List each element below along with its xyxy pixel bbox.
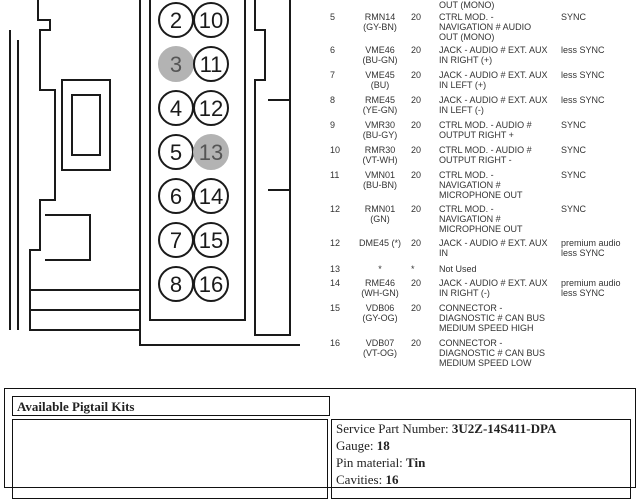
pin-cavity-16 [194,267,228,301]
gauge-value: 18 [376,438,390,453]
circuit-code: RMN01 (GN) [364,204,396,224]
pin-cavity-11 [194,47,228,81]
pin-cavities [159,3,228,301]
pin-number-label: 2 [169,8,183,33]
connector-housing [10,0,300,345]
circuit-code: * [378,264,382,274]
circuit-code: DME45 (*) [358,238,401,248]
pin-description: OUT (MONO) [439,0,495,10]
pin-cavity-14 [194,179,228,213]
circuit-code: RMR30 (VT-WH) [362,145,398,165]
pin-number: 6 [330,45,336,55]
gauge-label: Gauge: [336,438,374,453]
circuit-code: VDB06 (GY-OG) [362,303,398,323]
pin-number-label: 14 [198,184,224,209]
pin-application: SYNC [561,120,587,130]
service-part-line [336,421,556,437]
wire-gauge: 20 [411,238,422,248]
kit-details-cell [331,419,631,499]
gauge-line [336,438,390,454]
circuit-code: VMN01 (BU-BN) [363,170,397,190]
pin-material-value: Tin [406,455,426,470]
pin-cavity-4 [159,91,193,125]
pin-description: CTRL MOD. - NAVIGATION # MICROPHONE OUT [439,170,523,200]
pin-cavity-8 [159,267,193,301]
pin-number: 16 [330,338,341,348]
pin-number-label: 4 [169,96,183,121]
pin-application: SYNC [561,204,587,214]
pin-number-label: 3 [169,52,183,77]
service-part-value: 3U2Z-14S411-DPA [451,421,557,436]
pin-number: 9 [330,120,336,130]
kit-image-cell [12,419,328,499]
pin-description: CTRL MOD. - AUDIO # OUTPUT RIGHT - [439,145,532,165]
pin-description: Not Used [439,264,477,274]
wire-gauge: * [411,264,415,274]
pin-description: CONNECTOR - DIAGNOSTIC # CAN BUS MEDIUM SPEED LOW [439,338,546,368]
wire-gauge: 20 [411,12,422,22]
pin-number-label: 7 [169,228,183,253]
pin-number: 11 [330,170,340,180]
pin-description: JACK - AUDIO # EXT. AUX IN [439,238,548,258]
circuit-code: VME45 (BU) [365,70,395,90]
pin-number-label: 11 [199,52,223,77]
wire-gauge: 20 [411,45,422,55]
pin-number: 8 [330,95,336,105]
pin-number: 15 [330,303,341,313]
pin-number-label: 6 [169,184,183,209]
pin-number-label: 8 [169,272,183,297]
pin-description: CTRL MOD. - NAVIGATION # MICROPHONE OUT [439,204,523,234]
pin-material-line [336,455,425,471]
pin-number-label: 10 [198,8,224,33]
pin-application: less SYNC [561,70,605,80]
pin-number-label: 5 [169,140,183,165]
circuit-code: VME46 (BU-GN) [362,45,398,65]
pin-description: JACK - AUDIO # EXT. AUX IN RIGHT (-) [439,278,548,298]
wire-gauge: 20 [411,95,422,105]
pin-application: SYNC [561,12,587,22]
pin-material-label: Pin material: [336,455,403,470]
pin-cavity-12 [194,91,228,125]
connector-diagram [0,0,300,380]
pin-number-label: 16 [198,272,224,297]
pin-number-label: 13 [198,140,224,165]
pin-description: JACK - AUDIO # EXT. AUX IN LEFT (+) [439,70,548,90]
pin-number: 10 [330,145,341,155]
pin-cavity-6 [159,179,193,213]
pin-cavity-5 [159,135,193,169]
pin-number: 7 [330,70,336,80]
pin-application: less SYNC [561,95,605,105]
pin-cavity-3 [159,47,193,81]
wire-gauge: 20 [411,303,422,313]
pin-number: 12 [330,204,341,214]
pin-application: premium audio less SYNC [561,278,621,298]
pin-cavity-10 [194,3,228,37]
pin-number-label: 15 [198,228,224,253]
wire-gauge: 20 [411,338,422,348]
pin-number-label: 12 [198,96,224,121]
circuit-code: RMN14 (GY-BN) [363,12,397,32]
kit-heading-cell [12,396,330,416]
wire-gauge: 20 [411,170,422,180]
cavities-value: 16 [385,472,399,487]
pin-description: CTRL MOD. - NAVIGATION # AUDIO OUT (MONO) [439,12,532,42]
pin-description: CONNECTOR - DIAGNOSTIC # CAN BUS MEDIUM SPEED HIGH [439,303,546,333]
circuit-code: VMR30 (BU-GY) [362,120,398,140]
wire-gauge: 20 [411,70,422,80]
pin-cavity-2 [159,3,193,37]
cavities-line [336,472,398,488]
pin-description: CTRL MOD. - AUDIO # OUTPUT RIGHT + [439,120,532,140]
wire-gauge: 20 [411,120,422,130]
pin-description: JACK - AUDIO # EXT. AUX IN RIGHT (+) [439,45,548,65]
pin-application: premium audio less SYNC [561,238,621,258]
service-part-label: Service Part Number: [336,421,449,436]
circuit-code: RME45 (YE-GN) [362,95,398,115]
pin-cavity-15 [194,223,228,257]
pin-number: 12 [330,238,341,248]
wire-gauge: 20 [411,145,422,155]
pin-application: SYNC [561,170,587,180]
wire-gauge: 20 [411,278,422,288]
circuit-code: RME46 (WH-GN) [361,278,399,298]
pin-description: JACK - AUDIO # EXT. AUX IN LEFT (-) [439,95,548,115]
pin-application: SYNC [561,145,587,155]
pin-number: 5 [330,12,336,22]
pin-application: less SYNC [561,45,605,55]
cavities-label: Cavities: [336,472,383,487]
pigtail-kits-table [4,388,636,488]
pin-cavity-13 [194,135,228,169]
wire-gauge: 20 [411,204,422,214]
kit-heading: Available Pigtail Kits [17,399,135,414]
circuit-code: VDB07 (VT-OG) [363,338,397,358]
pin-number: 13 [330,264,341,274]
pin-cavity-7 [159,223,193,257]
pin-number: 14 [330,278,341,288]
